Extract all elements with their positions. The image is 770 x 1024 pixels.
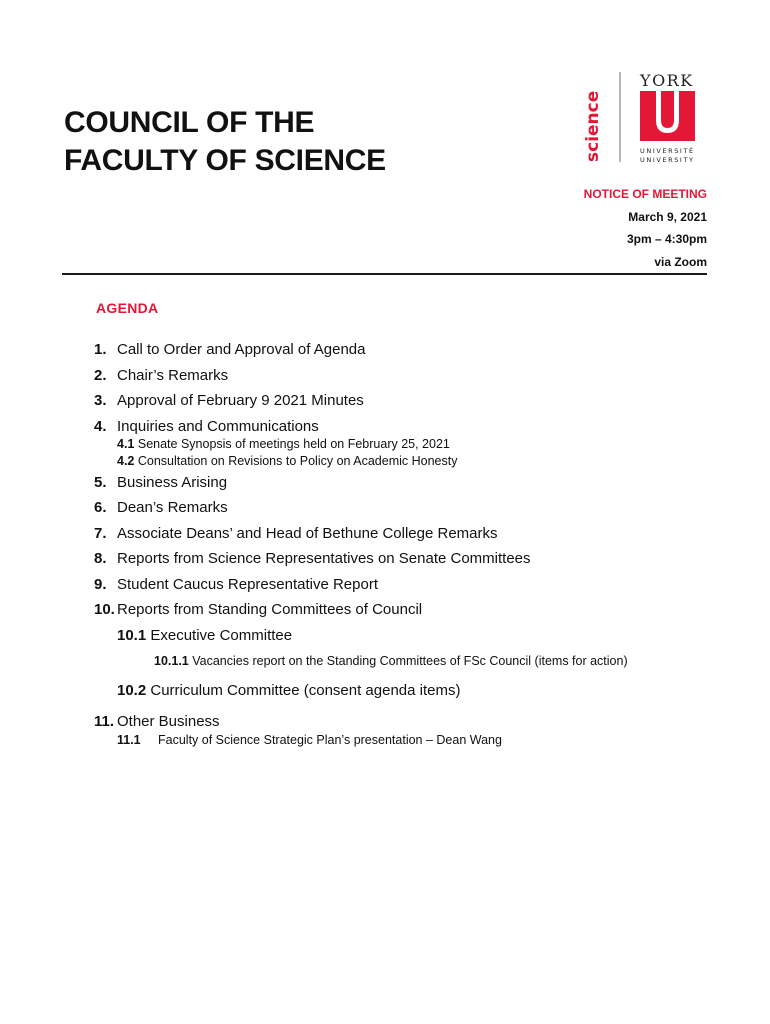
- logo-university-text: UNIVERSITY: [640, 156, 695, 164]
- agenda-subitem-4-2: [117, 453, 457, 469]
- meeting-location: via Zoom: [654, 254, 707, 269]
- meeting-info: [584, 186, 707, 276]
- agenda-item-number: 7.: [94, 525, 107, 542]
- agenda-subitem-text: Consultation on Revisions to Policy on Academic Honesty: [134, 454, 458, 468]
- agenda-subitem-number: 4.1: [117, 437, 135, 451]
- meeting-time: 3pm – 4:30pm: [626, 232, 707, 246]
- agenda-item-1: [94, 341, 366, 359]
- agenda-subitem-10-2: [117, 682, 461, 700]
- agenda-item-3: [94, 392, 364, 410]
- agenda-subitem-number: 10.1.1: [154, 654, 189, 668]
- agenda-item-number: 8.: [94, 550, 107, 567]
- meeting-date: March 9, 2021: [628, 209, 707, 224]
- agenda-item-10: [94, 601, 422, 619]
- agenda-subitem-number: 4.2: [117, 454, 135, 468]
- agenda-subitem-text: Vacancies report on the Standing Committees of FSc Council (items for action): [188, 654, 628, 668]
- logo-red-block: [640, 91, 695, 141]
- agenda-item-text: Approval of February 9 2021 Minutes: [117, 392, 364, 409]
- agenda-item-number: 3.: [94, 392, 107, 409]
- agenda-item-text: Call to Order and Approval of Agenda: [117, 341, 366, 358]
- agenda-item-number: 5.: [94, 474, 107, 491]
- york-science-logo: [580, 70, 710, 170]
- agenda-subitem-11-1: [117, 732, 502, 748]
- title-line-1: COUNCIL OF THE: [64, 106, 315, 139]
- agenda-item-text: Other Business: [117, 713, 220, 730]
- agenda-item-text: Reports from Standing Committees of Council: [117, 601, 423, 618]
- agenda-item-number: 4.: [94, 418, 107, 435]
- agenda-subitem-text: Executive Committee: [146, 627, 293, 644]
- agenda-item-6: [94, 499, 228, 517]
- agenda-item-text: Inquiries and Communications: [117, 418, 319, 435]
- logo-universite-text: UNIVERSITÉ: [640, 147, 695, 155]
- agenda-item-4: [94, 418, 319, 436]
- title-line-2: FACULTY OF SCIENCE: [64, 144, 386, 177]
- agenda-subitem-4-1: [117, 436, 450, 452]
- agenda-subitem-number: 10.2: [117, 682, 147, 699]
- agenda-subitem-10-1: [117, 627, 292, 645]
- agenda-item-text: Business Arising: [117, 474, 228, 491]
- agenda-item-text: Chair’s Remarks: [117, 367, 229, 384]
- meeting-notice: NOTICE OF MEETING: [583, 187, 707, 201]
- agenda-item-7: [94, 525, 498, 543]
- logo-york-text: YORK: [640, 71, 694, 90]
- agenda-item-number: 6.: [94, 499, 107, 516]
- agenda-item-number: 2.: [94, 367, 107, 384]
- logo-science-text: science: [583, 90, 603, 162]
- agenda-item-number: 10.: [94, 601, 115, 618]
- agenda-subitem-text: Faculty of Science Strategic Plan’s presentation – Dean Wang: [158, 733, 502, 747]
- agenda-item-11: [94, 713, 220, 731]
- agenda-subitem-text: Senate Synopsis of meetings held on February 25, 2021: [134, 437, 450, 451]
- agenda-item-number: 11.: [94, 713, 115, 730]
- agenda-item-text: Student Caucus Representative Report: [117, 576, 378, 593]
- agenda-item-8: [94, 550, 531, 568]
- document-title: [64, 104, 386, 180]
- header-divider: [62, 273, 707, 275]
- agenda-subitem-number: 11.1: [117, 733, 141, 747]
- agenda-subitem-number: 10.1: [117, 627, 147, 644]
- agenda-item-text: Associate Deans’ and Head of Bethune College Remarks: [117, 525, 498, 542]
- agenda-item-number: 9.: [94, 576, 107, 593]
- agenda-item-5: [94, 474, 227, 492]
- agenda-item-number: 1.: [94, 341, 107, 358]
- agenda-item-2: [94, 367, 228, 385]
- agenda-item-text: Reports from Science Representatives on Senate Committees: [117, 550, 531, 567]
- agenda-subitem-text: Curriculum Committee (consent agenda items): [146, 682, 461, 699]
- agenda-item-text: Dean’s Remarks: [117, 499, 228, 516]
- agenda-subitem-10-1-1: [154, 653, 628, 669]
- agenda-heading: AGENDA: [96, 300, 159, 316]
- agenda-item-9: [94, 576, 378, 594]
